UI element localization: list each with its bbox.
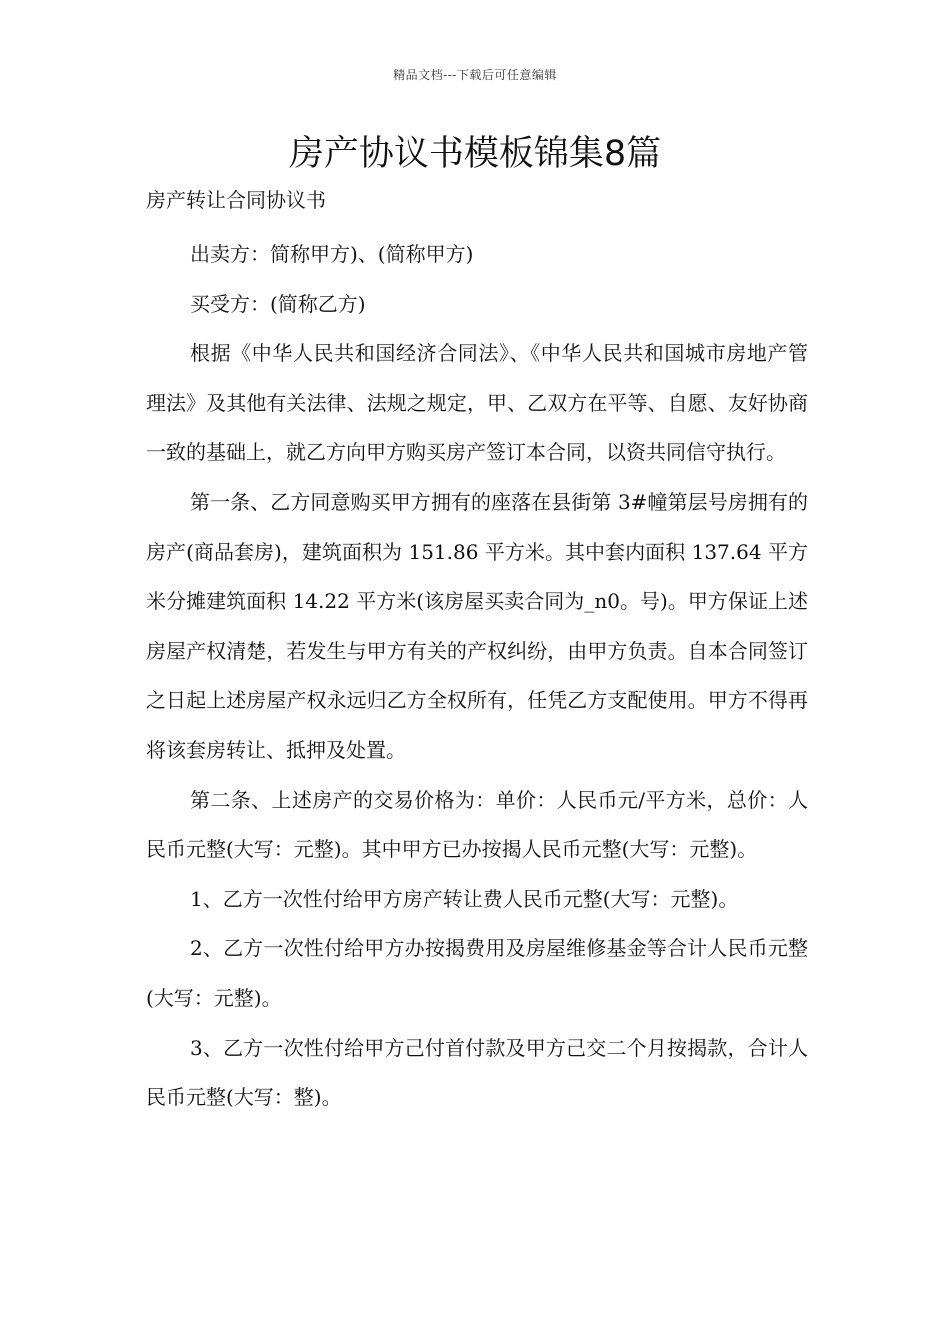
document-body	[146, 180, 808, 1123]
header-note: 精品文档---下载后可任意编辑	[393, 68, 557, 82]
document-title: 房产协议书模板锦集8篇	[288, 134, 662, 174]
buyer-line: 买受方：(简称乙方)	[190, 291, 366, 316]
payment-item-3: 3、乙方一次性付给甲方己付首付款及甲方己交二个月按揭款，合计人民币元整(大写：整)。	[146, 1035, 808, 1110]
preamble-paragraph: 根据《中华人民共和国经济合同法》、《中华人民共和国城市房地产管理法》及其他有关法律、法规之规定，甲、乙双方在平等、自愿、友好协商一致的基础上，就乙方向甲方购买房产签订本合同，以资共同信守执行。	[146, 341, 808, 465]
article-two-paragraph: 第二条、上述房产的交易价格为：单价：人民币元/平方米，总价：人民币元整(大写：元整)。其中甲方已办按揭人民币元整(大写：元整)。	[146, 787, 808, 862]
payment-item-1: 1、乙方一次性付给甲方房产转让费人民币元整(大写：元整)。	[190, 886, 739, 911]
seller-line: 出卖方：简称甲方)、(简称甲方)	[190, 242, 474, 266]
payment-item-2: 2、乙方一次性付给甲方办按揭费用及房屋维修基金等合计人民币元整(大写：元整)。	[146, 936, 808, 1010]
document-subtitle: 房产转让合同协议书	[146, 188, 326, 212]
article-one-paragraph: 第一条、乙方同意购买甲方拥有的座落在县街第 3#幢第层号房拥有的房产(商品套房)，建筑面积为 151.86 平方米。其中套内面积 137.64 平方米分摊建筑面积 14.22 平方米(该房屋买卖合同为_n0。号)。甲方保证上述房屋产权清楚，若发生与甲方有关的产权纠纷，由甲方负责。自本合同签订之日起上述房屋产权永远归乙方全权所有，任凭乙方支配使用。甲方不得再将该套房转让、抵押及处置。	[146, 489, 808, 762]
